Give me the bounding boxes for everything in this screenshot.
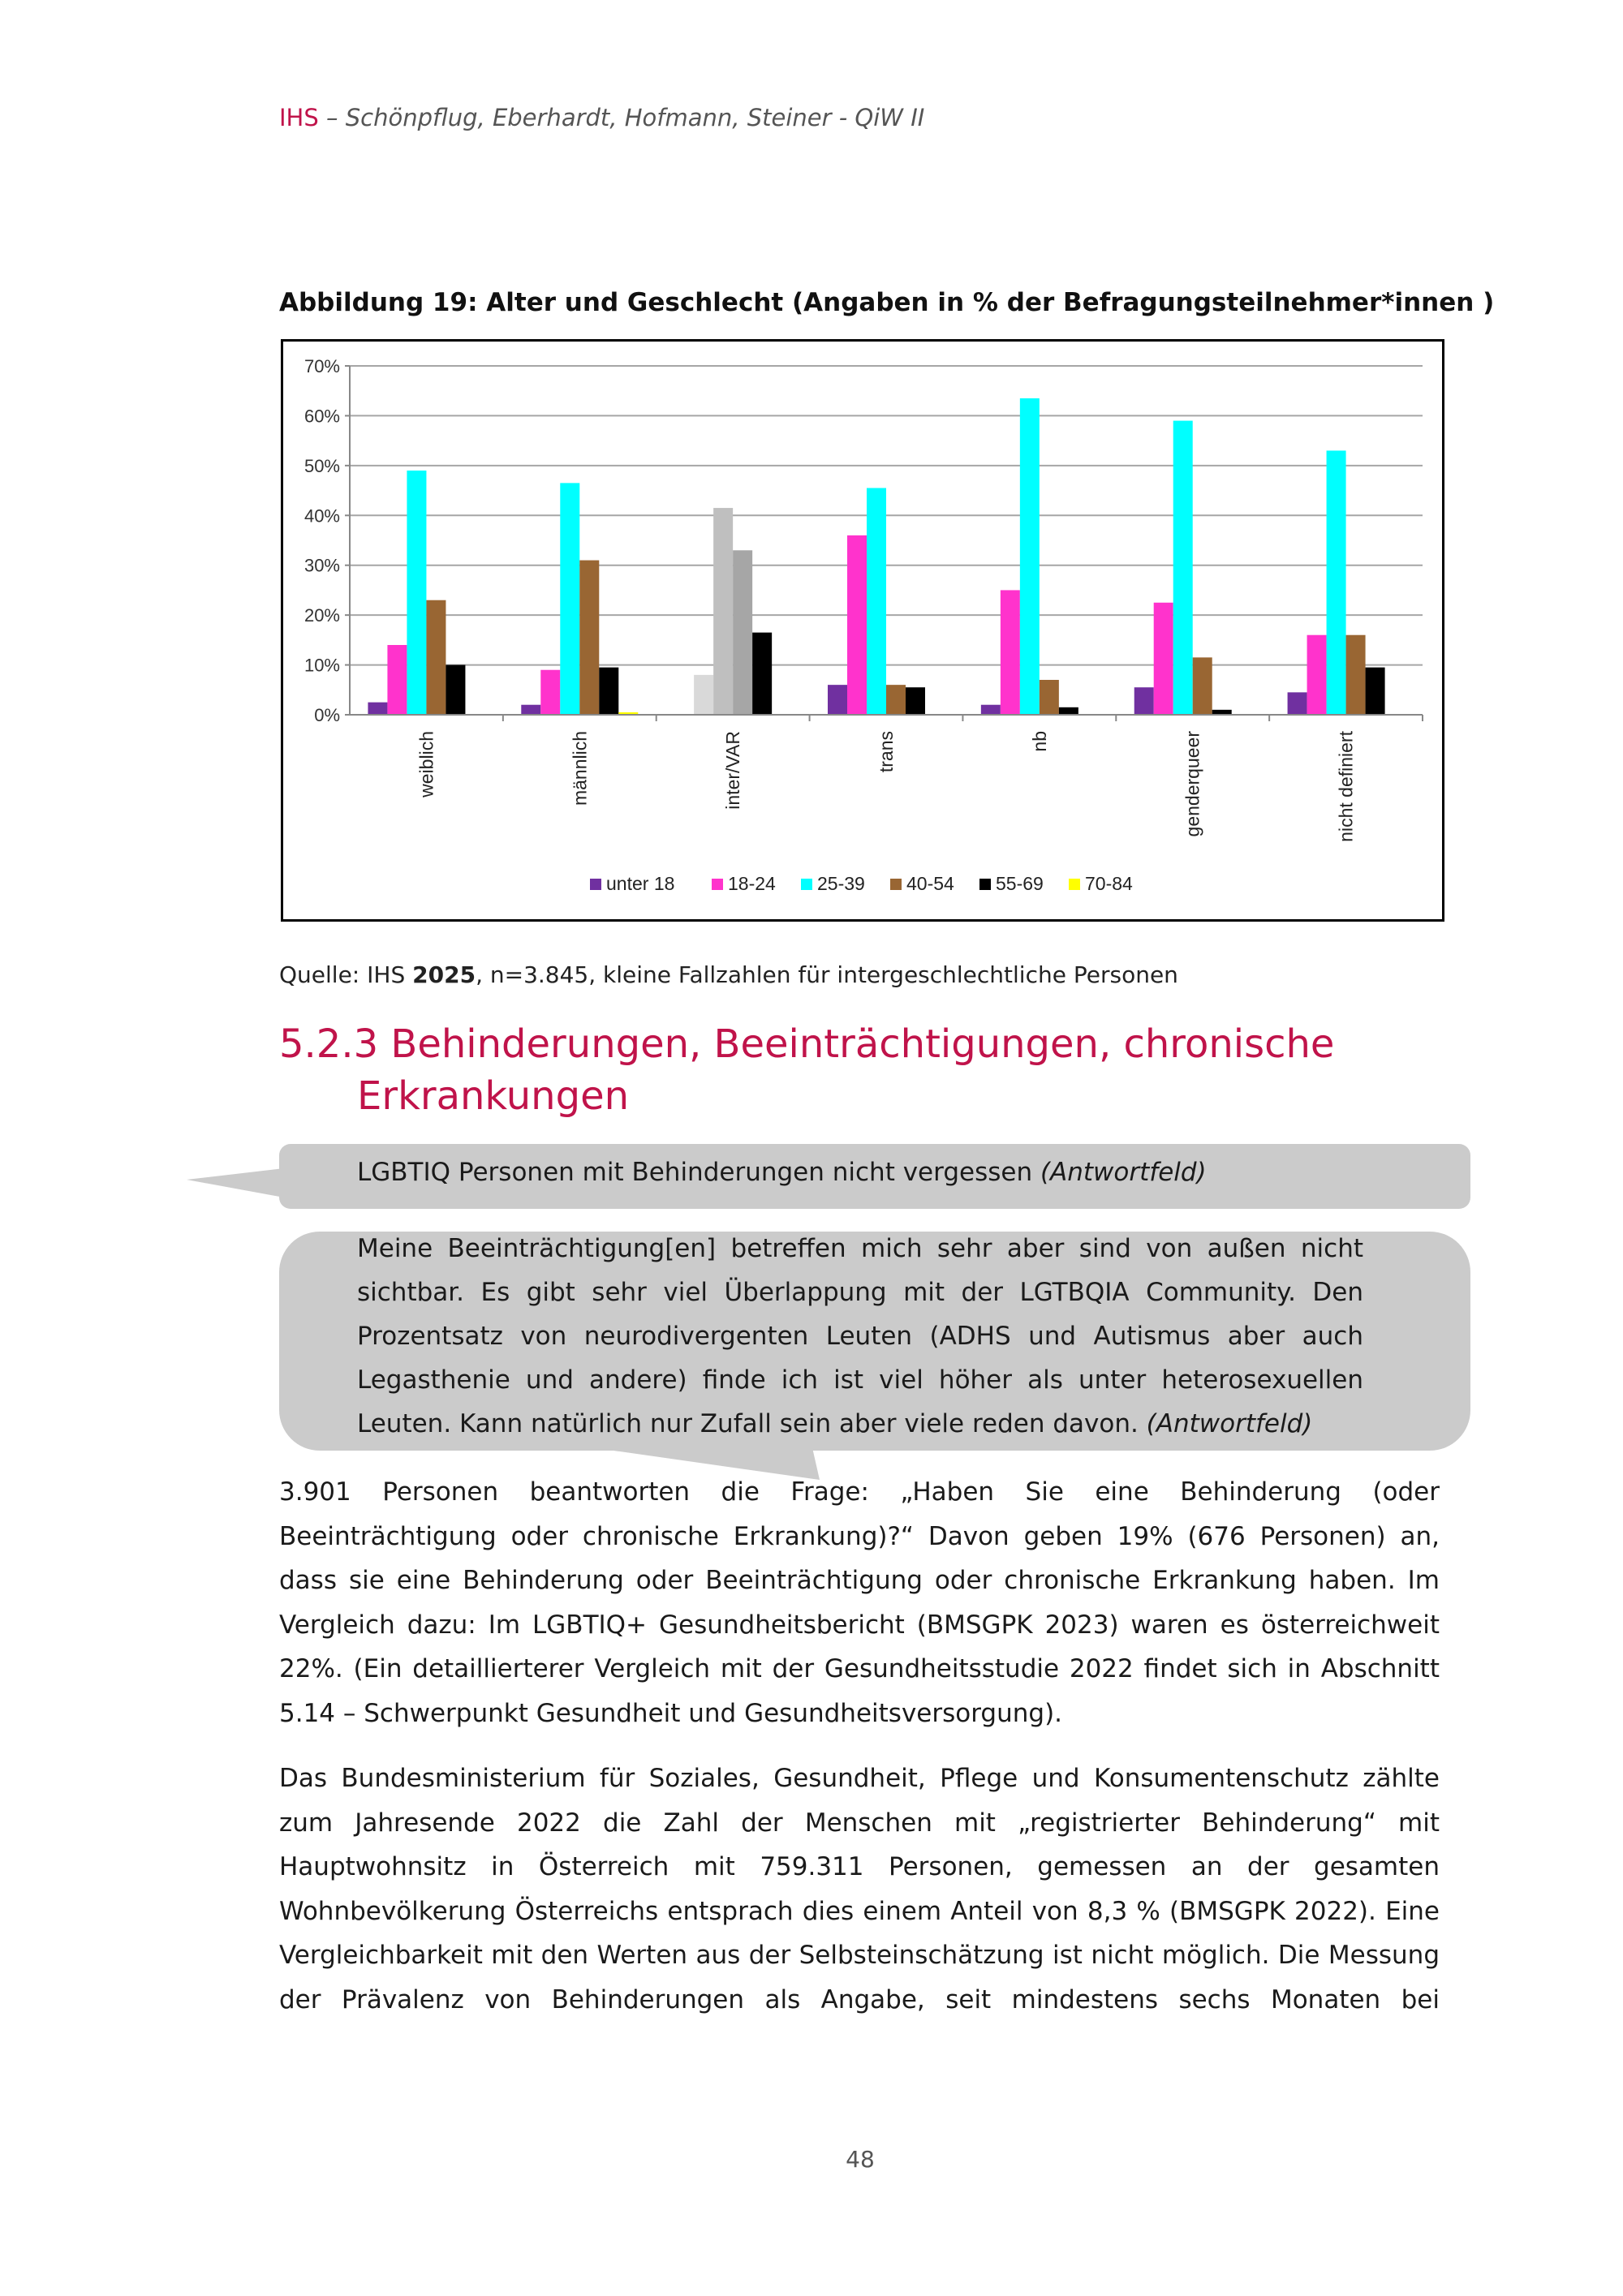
y-tick-label: 60%: [304, 406, 340, 427]
bar: [521, 705, 540, 715]
legend-label: 25-39: [817, 873, 865, 894]
source-year: 2025: [412, 961, 476, 988]
legend-label: 18-24: [728, 873, 776, 894]
legend-swatch: [712, 879, 723, 890]
bar: [599, 668, 618, 715]
bar: [886, 685, 906, 715]
x-tick-label: genderqueer: [1182, 731, 1203, 837]
bar: [1059, 707, 1078, 715]
bar: [752, 633, 772, 715]
header-authors: – Schönpflug, Eberhardt, Hofmann, Steiner - QiW II: [318, 104, 925, 131]
bar-chart: [283, 342, 1442, 919]
x-tick-label: männlich: [569, 731, 591, 806]
bar: [1288, 692, 1307, 715]
quote-1-text: LGBTIQ Personen mit Behinderungen nicht vergessen: [357, 1158, 1040, 1187]
bar: [1307, 635, 1327, 715]
bar: [1193, 657, 1212, 715]
bar: [560, 483, 579, 715]
bar: [407, 471, 426, 715]
y-tick-label: 20%: [304, 605, 340, 626]
legend-label: 55-69: [996, 873, 1044, 894]
figure-source: [279, 961, 1178, 988]
bar: [981, 705, 1001, 715]
x-tick-label: weiblich: [415, 731, 437, 798]
body-paragraph-2: Das Bundesministerium für Soziales, Gesundheit, Pflege und Konsumentenschutz zählte zum Jahresende 2022 die Zahl der Menschen mit „registrierter Behinderung“ mit Hauptwohnsitz in Österreich mit 759.311 Personen, gemessen an der gesamten Wohnbevölkerung Österreichs entsprach dies einem Anteil von 8,3 % (BMSGPK 2022). Eine Vergleichbarkeit mit den Werten aus der Selbsteinschätzung ist nicht möglich. Die Messung der Prävalenz von Behinderungen als Angabe, seit mindestens sechs Monaten bei: [279, 1764, 1440, 2014]
bar: [368, 703, 387, 715]
legend-swatch: [801, 879, 812, 890]
body-paragraph-1: 3.901 Personen beantworten die Frage: „Haben Sie eine Behinderung (oder Beeinträchtigung oder chronische Erkrankung)?“ Davon geben 19% (676 Personen) an, dass sie eine Behinderung oder Beeinträchtigung oder chronische Erkrankung haben. Im Vergleich dazu: Im LGBTIQ+ Gesundheitsbericht (BMSGPK 2023) waren es österreichweit 22%. (Ein detaillierterer Vergleich mit der Gesundheitsstudie 2022 findet sich in Abschnitt 5.14 – Schwerpunkt Gesundheit und Gesundheitsversorgung).: [279, 1477, 1440, 1728]
bar: [733, 550, 752, 715]
quote-1: [357, 1150, 1363, 1194]
bar: [906, 687, 925, 715]
section-heading: [279, 1018, 1334, 1122]
quote-2-text: Meine Beeinträchtigung[en] betreffen mich sehr aber sind von außen nicht sichtbar. Es gibt sehr viel Überlappung mit der LGTBQIA Community. Den Prozentsatz von neurodivergenten Leuten (ADHS und Autismus aber auch Legasthenie und andere) finde ich ist viel höher als unter heterosexuellen Leuten. Kann natürlich nur Zufall sein aber viele reden davon.: [357, 1234, 1363, 1438]
page-number: 48: [846, 2146, 875, 2173]
x-tick-label: nb: [1028, 731, 1050, 752]
bar: [1040, 680, 1059, 715]
source-prefix: Quelle: IHS: [279, 961, 413, 988]
bar: [446, 665, 465, 715]
bar: [694, 675, 713, 715]
bar: [867, 488, 886, 716]
running-header: [279, 104, 924, 131]
y-tick-label: 40%: [304, 505, 340, 527]
bar: [1366, 668, 1385, 715]
legend-swatch: [890, 879, 902, 890]
legend-label: 70-84: [1085, 873, 1133, 894]
bar: [1154, 603, 1173, 715]
bar: [847, 535, 867, 715]
legend-swatch: [1069, 879, 1080, 890]
section-heading-line2: Erkrankungen: [357, 1073, 630, 1119]
bar: [387, 645, 407, 715]
y-tick-label: 10%: [304, 655, 340, 676]
legend-swatch: [590, 879, 601, 890]
bar: [540, 670, 560, 715]
bar: [1134, 687, 1154, 715]
bar: [1327, 450, 1346, 715]
bar: [1020, 398, 1040, 715]
x-tick-label: inter/VAR: [722, 731, 744, 810]
bar: [1001, 590, 1020, 715]
y-tick-label: 30%: [304, 555, 340, 576]
section-heading-line1: 5.2.3 Behinderungen, Beeinträchtigungen, chronische: [279, 1021, 1335, 1067]
bar: [579, 561, 599, 715]
quote-2-label: (Antwortfeld): [1146, 1409, 1313, 1438]
bar: [1346, 635, 1366, 715]
figure-caption: Abbildung 19: Alter und Geschlecht (Angaben in % der Befragungsteilnehmer*innen ): [279, 288, 1495, 317]
source-suffix: , n=3.845, kleine Fallzahlen für intergeschlechtliche Personen: [476, 961, 1178, 988]
quote-2: [357, 1227, 1363, 1446]
bar: [828, 685, 847, 715]
x-tick-label: nicht definiert: [1335, 731, 1357, 842]
legend-swatch: [979, 879, 991, 890]
legend-label: 40-54: [906, 873, 954, 894]
bar: [1173, 421, 1193, 715]
legend-label: unter 18: [606, 873, 675, 894]
chart-frame: [281, 339, 1444, 922]
header-org: IHS: [279, 104, 319, 131]
bubble1-tail: [187, 1168, 292, 1201]
bar: [713, 508, 733, 715]
x-tick-label: trans: [876, 731, 897, 773]
y-tick-label: 0%: [314, 705, 340, 725]
bar: [426, 600, 446, 715]
y-tick-label: 50%: [304, 455, 340, 476]
y-tick-label: 70%: [304, 356, 340, 376]
quote-1-label: (Antwortfeld): [1040, 1158, 1207, 1187]
